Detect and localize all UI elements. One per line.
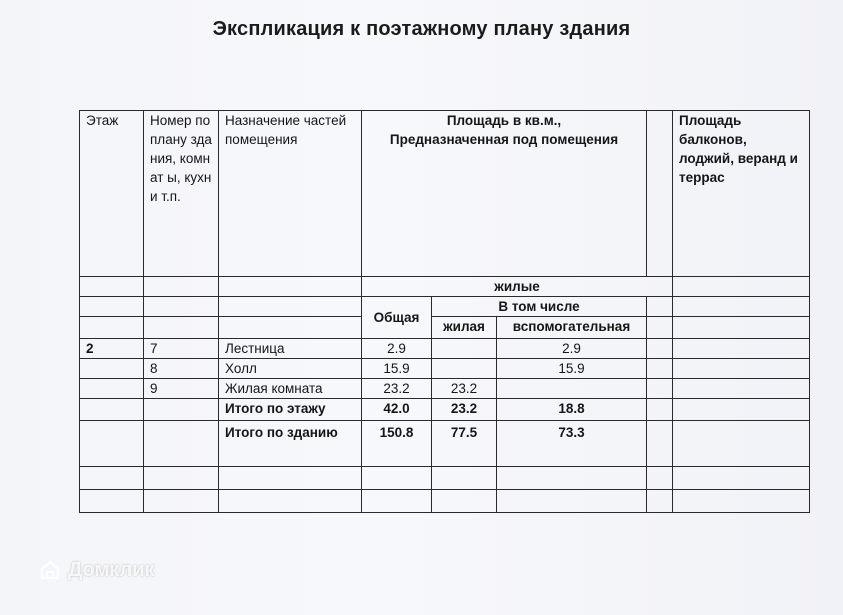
floor-total-living: 23.2: [432, 399, 497, 421]
watermark-text: Домклик: [68, 558, 155, 581]
header-number: Номер по плану здания, комнат ы, кухни т.п.: [144, 111, 219, 277]
building-total-row: [80, 421, 810, 467]
floor-total-row: [80, 399, 810, 421]
empty-row: [80, 467, 810, 490]
row-purpose: Холл: [219, 359, 362, 379]
document-title: Экспликация к поэтажному плану здания: [212, 18, 631, 40]
row-number: 7: [144, 339, 219, 359]
row-living: [432, 339, 497, 359]
domclick-watermark: [38, 558, 155, 582]
house-icon: [38, 558, 62, 582]
row-total: 15.9: [362, 359, 432, 379]
row-total: 23.2: [362, 379, 432, 399]
header-area-line2: Предназначенная под помещения: [389, 132, 619, 147]
header-empty-cell: [647, 111, 673, 277]
building-total-auxiliary: 73.3: [497, 421, 647, 467]
building-total-total: 150.8: [362, 421, 432, 467]
row-auxiliary: [497, 379, 647, 399]
header-auxiliary: вспомогательная: [497, 317, 647, 339]
row-floor: [80, 379, 144, 399]
subheader-row: [80, 297, 810, 317]
row-purpose: Лестница: [219, 339, 362, 359]
header-purpose: Назначение частей помещения: [219, 111, 362, 277]
row-number: 8: [144, 359, 219, 379]
explication-table: [79, 110, 810, 513]
floor-total-total: 42.0: [362, 399, 432, 421]
floor-total-auxiliary: 18.8: [497, 399, 647, 421]
header-row: [80, 111, 810, 277]
header-balconies: Площадь балконов, лоджий, веранд и террас: [673, 111, 810, 277]
row-living: 23.2: [432, 379, 497, 399]
row-floor: 2: [80, 339, 144, 359]
row-number: 9: [144, 379, 219, 399]
subheader-row-2: [80, 317, 810, 339]
row-purpose: Жилая комната: [219, 379, 362, 399]
header-floor: Этаж: [80, 111, 144, 277]
row-living: [432, 359, 497, 379]
building-total-living: 77.5: [432, 421, 497, 467]
header-living: жилая: [432, 317, 497, 339]
building-total-label: Итого по зданию: [219, 421, 362, 467]
row-auxiliary: 2.9: [497, 339, 647, 359]
header-residential: жилые: [362, 277, 673, 297]
header-area: [362, 111, 647, 277]
table-row: [80, 359, 810, 379]
row-total: 2.9: [362, 339, 432, 359]
header-area-line1: Площадь в кв.м.,: [446, 113, 562, 128]
row-auxiliary: 15.9: [497, 359, 647, 379]
table-row: [80, 339, 810, 359]
header-including: В том числе: [432, 297, 647, 317]
floor-total-label: Итого по этажу: [219, 399, 362, 421]
header-total: Общая: [362, 297, 432, 339]
empty-row: [80, 490, 810, 513]
residential-row: [80, 277, 810, 297]
row-floor: [80, 359, 144, 379]
table-row: [80, 379, 810, 399]
